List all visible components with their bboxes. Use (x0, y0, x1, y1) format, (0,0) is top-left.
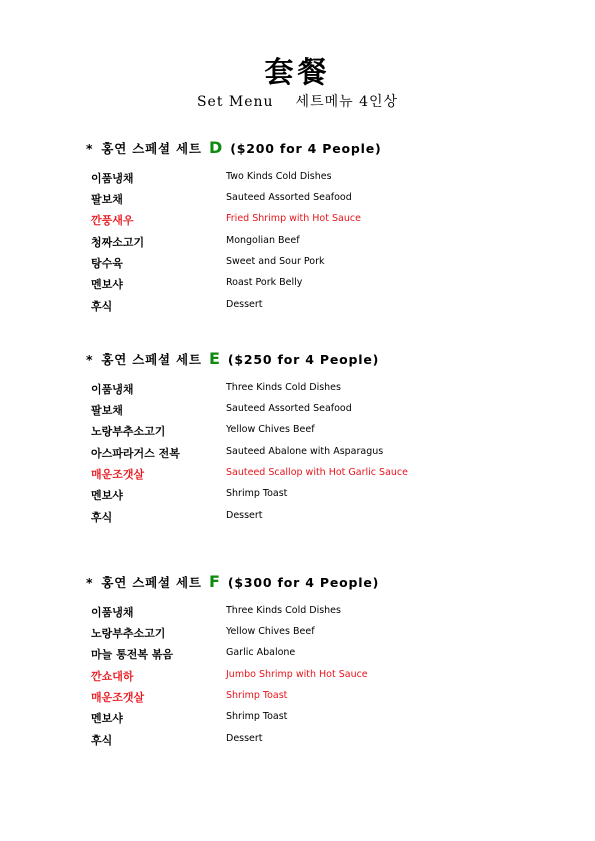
menu-item (0, 710, 595, 726)
dish-english: Roast Pork Belly (226, 277, 303, 288)
dish-korean: 팔보채 (91, 193, 123, 206)
menu-item (0, 509, 595, 525)
menu-item (0, 298, 595, 314)
dish-korean: 깐쇼대하 (91, 670, 134, 683)
subtitle-english: Set Menu (196, 94, 274, 110)
dish-english: Sweet and Sour Pork (226, 256, 325, 267)
menu-item (0, 234, 595, 250)
dish-english: Dessert (226, 510, 263, 521)
dish-english: Fried Shrimp with Hot Sauce (226, 213, 361, 224)
menu-item (0, 487, 595, 503)
dish-english: Two Kinds Cold Dishes (226, 171, 332, 182)
subtitle-korean: 세트메뉴 4인상 (295, 94, 399, 110)
page-subtitle (0, 91, 595, 111)
dish-korean: 노랑부추소고기 (91, 627, 166, 640)
page-title: 套餐 (264, 55, 331, 89)
dish-english: Dessert (226, 299, 263, 310)
set-name: 홍연 스페셜 세트 (101, 352, 202, 367)
dish-korean: 후식 (91, 734, 113, 747)
dish-korean: 후식 (91, 511, 113, 524)
menu-item (0, 170, 595, 186)
dish-korean: 노랑부추소고기 (91, 425, 166, 438)
set-price: ($300 for 4 People) (227, 575, 380, 590)
dish-korean: 멘보샤 (91, 489, 123, 502)
dish-korean: 매운조갯살 (91, 468, 145, 481)
dish-korean: 이품냉채 (91, 172, 134, 185)
set-header (86, 572, 379, 591)
dish-korean: 아스파라거스 전복 (91, 447, 180, 460)
dish-korean: 탕수육 (91, 257, 123, 270)
dish-english: Garlic Abalone (226, 647, 296, 658)
dish-korean: 멘보샤 (91, 278, 123, 291)
dish-english: Mongolian Beef (226, 235, 300, 246)
set-letter: E (208, 349, 221, 368)
dish-korean: 이품냉채 (91, 606, 134, 619)
set-name: 홍연 스페셜 세트 (101, 141, 202, 156)
dish-english: Dessert (226, 733, 263, 744)
menu-item (0, 732, 595, 748)
dish-english: Shrimp Toast (226, 488, 288, 499)
menu-item (0, 423, 595, 439)
menu-item (0, 381, 595, 397)
menu-item-spicy (0, 212, 595, 228)
menu-item (0, 191, 595, 207)
dish-english: Sauteed Assorted Seafood (226, 192, 352, 203)
menu-item (0, 255, 595, 271)
dish-korean: 이품냉채 (91, 383, 134, 396)
menu-item (0, 276, 595, 292)
menu-item (0, 445, 595, 461)
dish-english: Jumbo Shrimp with Hot Sauce (226, 669, 368, 680)
bullet-asterisk: * (86, 141, 94, 156)
menu-item (0, 625, 595, 641)
dish-english: Three Kinds Cold Dishes (226, 382, 341, 393)
dish-english: Shrimp Toast (226, 711, 288, 722)
menu-item (0, 604, 595, 620)
menu-item (0, 646, 595, 662)
dish-english: Yellow Chives Beef (226, 626, 315, 637)
bullet-asterisk: * (86, 575, 94, 590)
dish-english: Sauteed Abalone with Asparagus (226, 446, 384, 457)
dish-korean: 청짜소고기 (91, 236, 145, 249)
menu-item-spicy (0, 689, 595, 705)
set-price: ($250 for 4 People) (227, 352, 380, 367)
dish-korean: 팔보채 (91, 404, 123, 417)
menu-item-spicy (0, 466, 595, 482)
dish-english: Yellow Chives Beef (226, 424, 315, 435)
set-name: 홍연 스페셜 세트 (101, 575, 202, 590)
menu-item-spicy (0, 668, 595, 684)
set-header (86, 138, 381, 157)
dish-english: Sauteed Assorted Seafood (226, 403, 352, 414)
dish-korean: 후식 (91, 300, 113, 313)
dish-korean: 매운조갯살 (91, 691, 145, 704)
set-letter: D (208, 138, 224, 157)
menu-item (0, 402, 595, 418)
dish-english: Shrimp Toast (226, 690, 288, 701)
dish-korean: 깐풍새우 (91, 214, 134, 227)
dish-korean: 멘보샤 (91, 712, 123, 725)
set-letter: F (208, 572, 221, 591)
bullet-asterisk: * (86, 352, 94, 367)
dish-korean: 마늘 통전복 볶음 (91, 648, 174, 661)
dish-english: Three Kinds Cold Dishes (226, 605, 341, 616)
set-header (86, 349, 379, 368)
dish-english: Sauteed Scallop with Hot Garlic Sauce (226, 467, 408, 478)
set-price: ($200 for 4 People) (230, 141, 382, 156)
